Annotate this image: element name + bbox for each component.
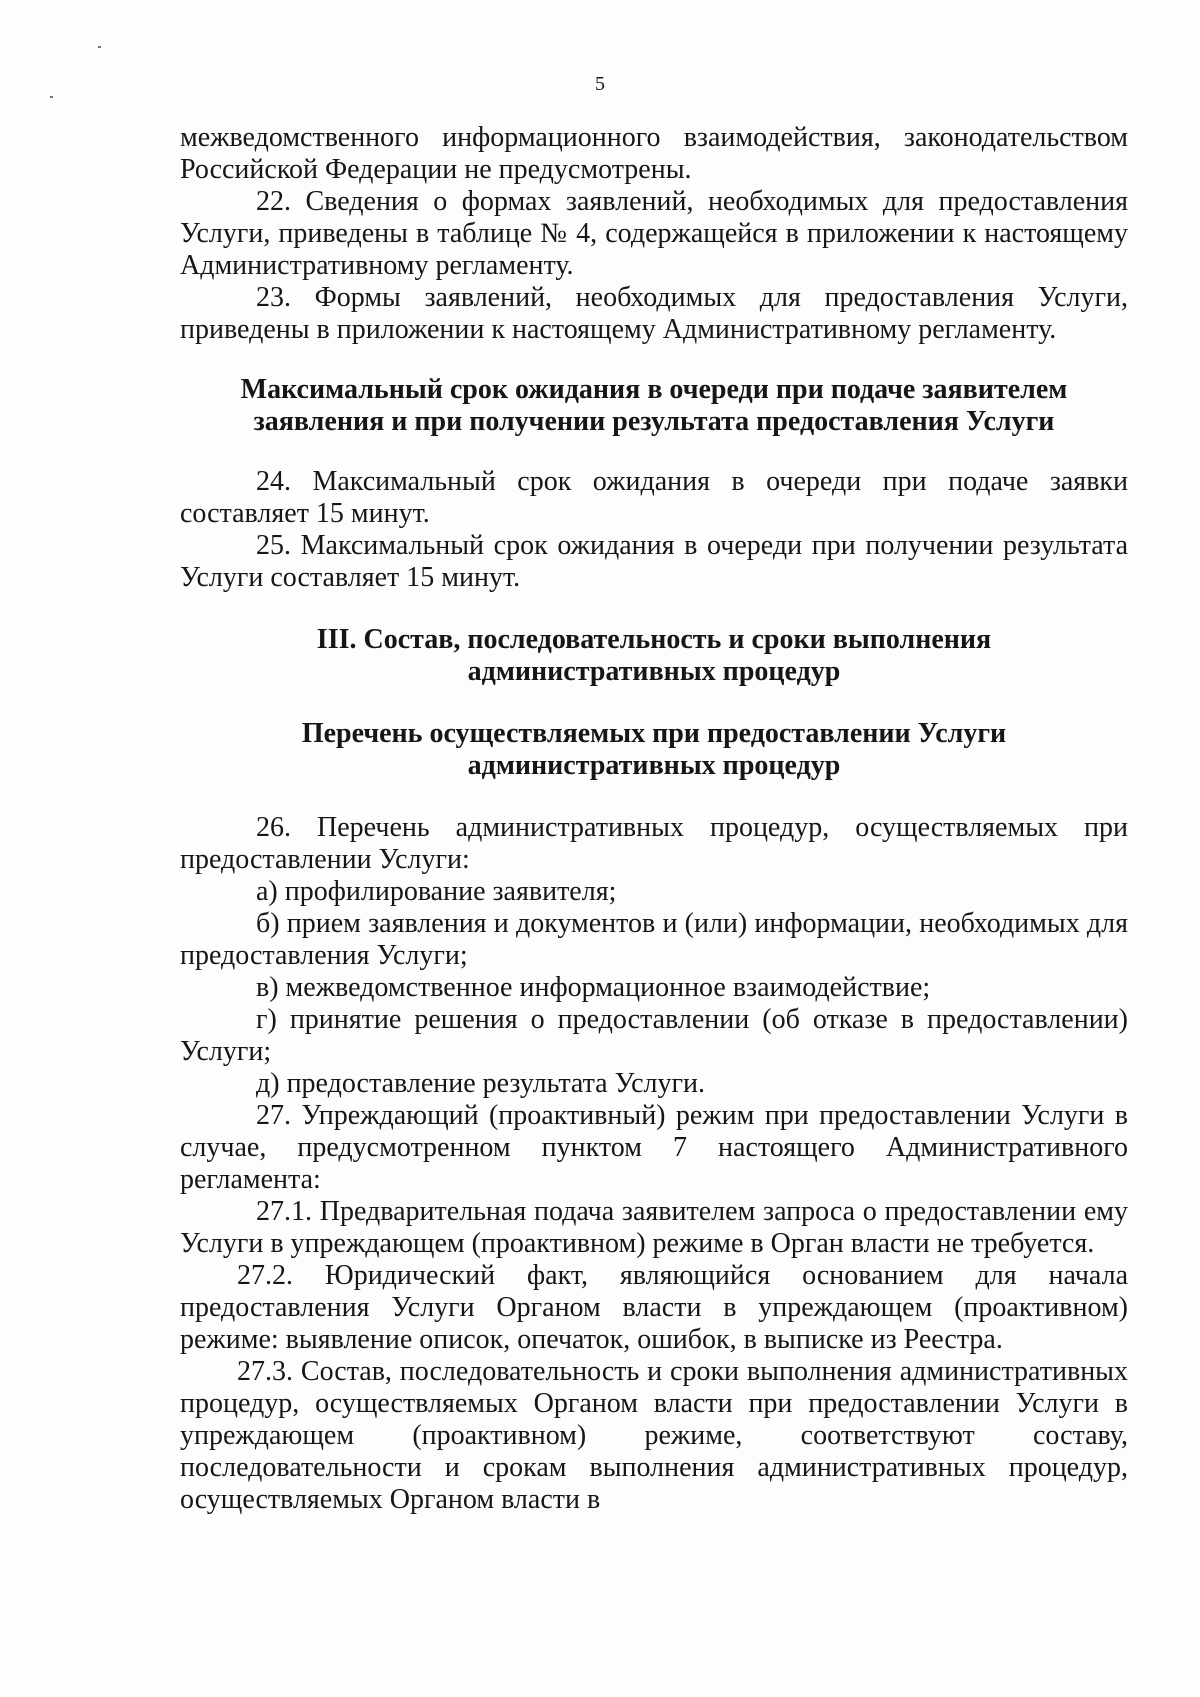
heading-section-iii-line-2: административных процедур: [467, 656, 841, 687]
heading-procedures-list-line-1: Перечень осуществляемых при предоставлении Услуги: [301, 718, 1007, 749]
scan-speck: [50, 96, 53, 98]
document-body: [180, 122, 1128, 1516]
scan-speck: [98, 46, 101, 48]
heading-waiting-time-line-2: заявления и при получении результата предоставления Услуги: [253, 406, 1055, 437]
paragraph-continuation: межведомственного информационного взаимодействия, законодательством Российской Федерации не предусмотрены.: [180, 122, 1128, 185]
list-item-b: б) прием заявления и документов и (или) информации, необходимых для предоставления Услуги;: [180, 908, 1128, 971]
list-item-a: а) профилирование заявителя;: [256, 876, 617, 907]
list-item-e: д) предоставление результата Услуги.: [256, 1068, 705, 1099]
heading-waiting-time-line-1: Максимальный срок ожидания в очереди при подаче заявителем: [240, 374, 1068, 405]
paragraph-27-2: 27.2. Юридический факт, являющийся основанием для начала предоставления Услуги Органом власти в упреждающем (проактивном) режиме: выявление описок, опечаток, ошибок, в выписке из Реестра.: [180, 1260, 1128, 1355]
paragraph-27-1: 27.1. Предварительная подача заявителем запроса о предоставлении ему Услуги в упреждающем (проактивном) режиме в Орган власти не требуется.: [180, 1196, 1128, 1259]
heading-procedures-list-line-2: административных процедур: [467, 750, 841, 781]
heading-section-iii-line-1: III. Состав, последовательность и сроки выполнения: [316, 624, 992, 655]
paragraph-22: 22. Сведения о формах заявлений, необходимых для предоставления Услуги, приведены в таблице № 4, содержащейся в приложении к настоящему Административному регламенту.: [180, 186, 1128, 281]
list-item-c: в) межведомственное информационное взаимодействие;: [256, 972, 931, 1003]
paragraph-23: 23. Формы заявлений, необходимых для предоставления Услуги, приведены в приложении к настоящему Административному регламенту.: [180, 282, 1128, 345]
paragraph-24: 24. Максимальный срок ожидания в очереди при подаче заявки составляет 15 минут.: [180, 466, 1128, 529]
page-number: 5: [595, 73, 605, 95]
list-item-d: г) принятие решения о предоставлении (об отказе в предоставлении) Услуги;: [180, 1004, 1128, 1067]
paragraph-27: 27. Упреждающий (проактивный) режим при предоставлении Услуги в случае, предусмотренном пунктом 7 настоящего Административного регламента:: [180, 1100, 1128, 1195]
paragraph-26: 26. Перечень административных процедур, осуществляемых при предоставлении Услуги:: [180, 812, 1128, 875]
paragraph-25: 25. Максимальный срок ожидания в очереди при получении результата Услуги составляет 15 минут.: [180, 530, 1128, 593]
paragraph-27-3: 27.3. Состав, последовательность и сроки выполнения административных процедур, осуществляемых Органом власти при предоставлении Услуги в упреждающем (проактивном) режиме, соответствуют составу, последовательности и срокам выполнения административных процедур, осуществляемых Органом власти в: [180, 1356, 1128, 1515]
